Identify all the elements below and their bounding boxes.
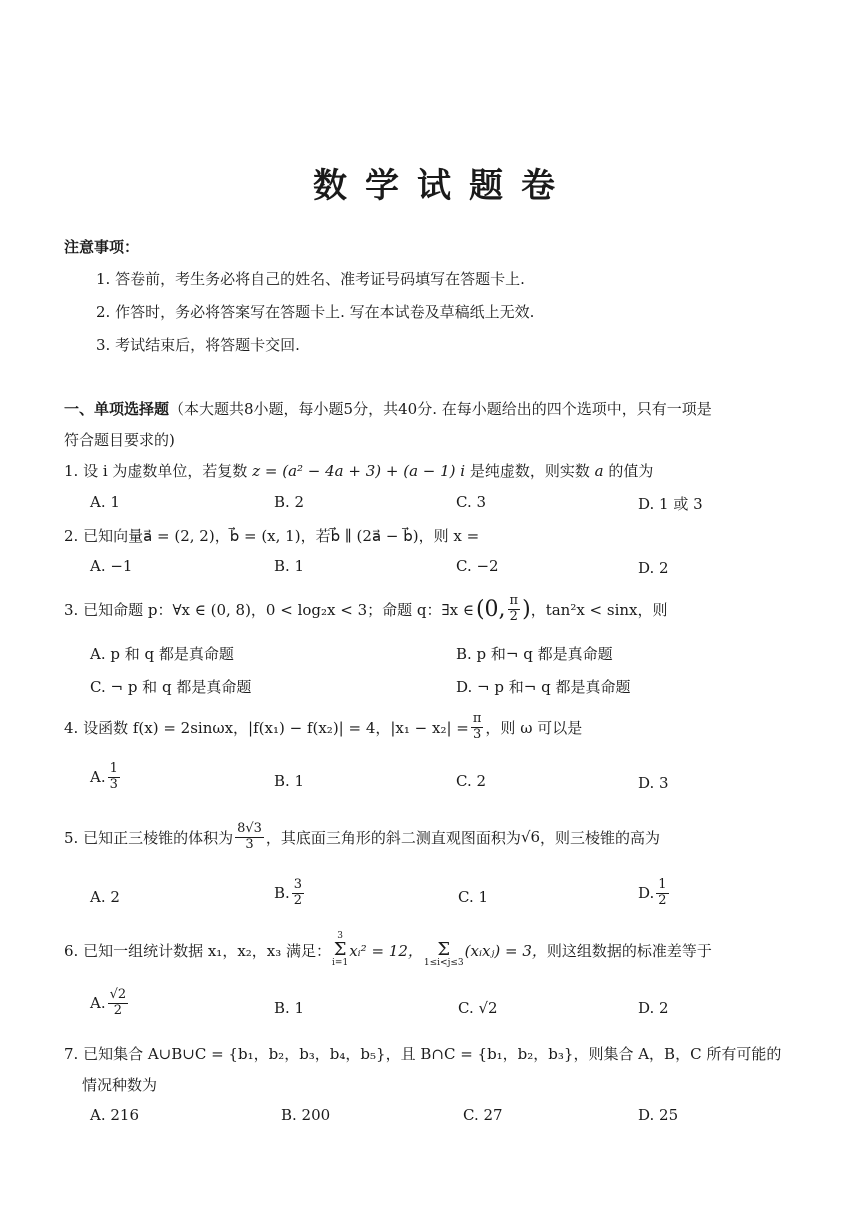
q1-var: a [594,462,604,480]
q4-post: ，则 ω 可以是 [485,718,583,737]
q1-option-a: A. 1 [90,493,120,511]
q3-close: ) [522,596,531,622]
question-4-stem [64,712,582,743]
q4-pre: 4. 设函数 f(x) = 2sinωx，|f(x₁) − f(x₂)| = 4，|x₁ − x₂| = [64,718,469,737]
notice-item-3: 3. 考试结束后，将答题卡交回. [96,336,300,354]
q5-option-d-den: 2 [658,892,667,908]
q7-option-a: A. 216 [90,1106,139,1124]
q6-post: 则这组数据的标准差等于 [546,941,712,960]
q1-option-b: B. 2 [274,493,305,511]
q6-sum-1-bottom: i=1 [332,958,349,968]
q6-option-c: C. √2 [458,999,498,1017]
q5-option-b-num: 3 [293,877,303,892]
q6-pre: 6. 已知一组统计数据 x₁，x₂，x₃ 满足： [64,941,332,960]
q4-option-c: C. 2 [456,772,487,790]
q5-frac-den: 3 [245,836,254,852]
section-desc-1: （本大题共8小题，每小题5分，共40分. 在每小题给出的四个选项中，只有一项是 [169,400,712,418]
q5-option-d [638,878,671,909]
q5-mid: ，其底面三角形的斜二测直观图面积为 [265,828,521,847]
q4-option-d: D. 3 [638,774,669,792]
q4-option-a-den: 3 [109,776,118,792]
q6-option-a-den: 2 [113,1002,123,1018]
question-1-stem [64,460,653,481]
q3-frac-num: π [509,593,519,608]
q6-option-a-num: √2 [109,987,127,1002]
q4-option-a-num: 1 [109,761,118,776]
question-7-stem-line2: 情况种数为 [82,1076,158,1094]
notice-item-1: 1. 答卷前，考生务必将自己的姓名、准考证号码填写在答题卡上. [96,270,525,288]
q5-pre: 5. 已知正三棱锥的体积为 [64,828,234,847]
q1-option-c: C. 3 [456,493,487,511]
q6-option-a-fraction [108,988,129,1019]
q3-frac-den: 2 [509,608,518,624]
q7-option-b: B. 200 [281,1106,331,1124]
q4-frac-den: 3 [473,726,482,742]
q5-sqrt: √6 [520,828,541,847]
q6-sum-1-term: xᵢ² = 12， [349,941,423,960]
q3-open: (0, [475,596,506,622]
q3-fraction [508,594,521,625]
q2-option-a: A. −1 [90,557,133,575]
section-heading: 一、单项选择题 [64,400,170,418]
q6-option-a [90,988,130,1019]
q4-fraction [471,712,484,743]
q1-post: 是纯虚数，则实数 [469,462,590,480]
q6-sum-1-top: 3 [337,931,343,941]
q1-tail: 的值为 [608,462,654,480]
question-2-stem: 2. 已知向量a⃗ = (2, 2)，b⃗ = (x, 1)，若b⃗ ∥ (2a⃗ − b⃗)，则 x = [64,527,480,545]
q6-option-b: B. 1 [274,999,305,1017]
q5-option-b-den: 2 [293,892,303,908]
question-5-stem [64,822,660,853]
page-title: 数学试题卷 [313,166,573,206]
q5-option-b [274,878,306,909]
q1-pre: 1. 设 i 为虚数单位，若复数 [64,462,248,480]
q6-sum-2-bottom: 1≤i<j≤3 [423,958,464,968]
q7-option-d: D. 25 [638,1106,679,1124]
q7-option-c: C. 27 [463,1106,503,1124]
sigma-icon: Σ [333,939,347,960]
q3-option-c: C. ¬ p 和 q 都是真命题 [90,678,252,696]
q3-option-d: D. ¬ p 和¬ q 都是真命题 [456,678,631,696]
q4-option-a [90,762,122,793]
section-desc-2: 符合题目要求的) [64,431,175,449]
q5-option-b-fraction [292,878,304,909]
q5-option-a: A. 2 [90,888,120,906]
question-6-stem [64,932,712,968]
q4-option-b: B. 1 [274,772,305,790]
q5-option-d-num: 1 [658,877,667,892]
q5-fraction [235,822,264,853]
q1-option-d: D. 1 或 3 [638,495,703,513]
q4-option-a-fraction [108,762,120,793]
q2-option-d: D. 2 [638,559,669,577]
q1-expr: z = (a² − 4a + 3) + (a − 1) i [252,462,466,480]
notice-item-2: 2. 作答时，务必将答案写在答题卡上. 写在本试卷及草稿纸上无效. [96,303,535,321]
q5-option-c: C. 1 [458,888,489,906]
q5-option-d-label: D. [638,884,655,903]
q5-option-b-label: B. [274,884,290,903]
section-heading-line1 [64,398,712,419]
q5-post: ，则三棱锥的高为 [540,828,661,847]
q6-sum-1 [332,932,348,968]
q2-option-b: B. 1 [274,557,305,575]
q5-option-d-fraction [656,878,668,909]
q5-frac-num: 8√3 [237,821,262,836]
q4-option-a-label: A. [90,768,106,787]
sigma-icon: Σ [437,939,451,960]
q6-option-a-label: A. [90,994,106,1013]
notice-heading: 注意事项： [64,238,140,256]
q2-option-c: C. −2 [456,557,499,575]
q6-sum-2-term: (xᵢxⱼ) = 3， [464,941,547,960]
q6-sum-2 [424,932,464,968]
q3-post: ，tan²x < sinx，则 [530,600,668,619]
q6-option-d: D. 2 [638,999,669,1017]
q3-pre: 3. 已知命题 p：∀x ∈ (0, 8)，0 < log₂x < 3；命题 q：∃x ∈ [64,600,474,619]
question-7-stem-line1: 7. 已知集合 A∪B∪C = {b₁，b₂，b₃，b₄，b₅}，且 B∩C = {b₁，b₂，b₃}，则集合 A，B，C 所有可能的 [64,1045,782,1063]
question-3-stem [64,594,668,625]
q3-option-a: A. p 和 q 都是真命题 [90,645,234,663]
q4-frac-num: π [472,711,482,726]
q3-option-b: B. p 和¬ q 都是真命题 [456,645,613,663]
